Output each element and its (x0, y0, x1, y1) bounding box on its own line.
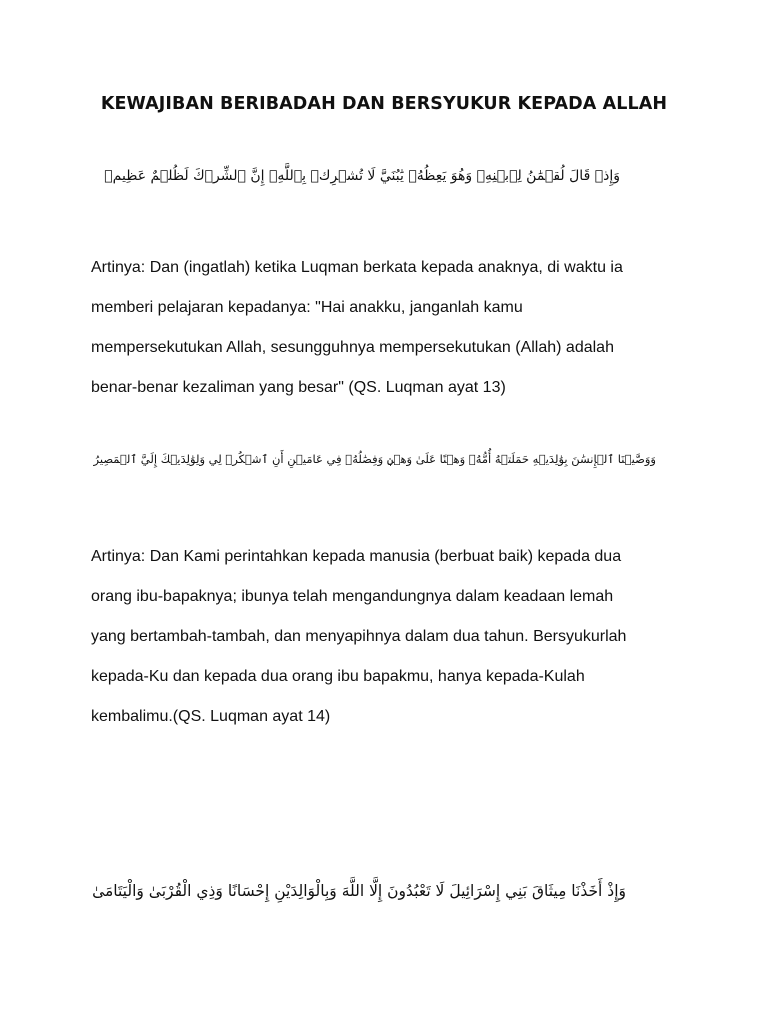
translation-line: kembalimu.(QS. Luqman ayat 14) (91, 708, 331, 725)
document-title: KEWAJIBAN BERIBADAH DAN BERSYUKUR KEPADA ALLAH (100, 94, 668, 114)
translation-luqman-14 (91, 547, 691, 747)
translation-line: mempersekutukan Allah, sesungguhnya mempersekutukan (Allah) adalah (91, 339, 614, 356)
translation-line: yang bertambah-tambah, dan menyapihnya dalam dua tahun. Bersyukurlah (91, 628, 627, 645)
translation-line: benar-benar kezaliman yang besar" (QS. Luqman ayat 13) (91, 379, 506, 396)
translation-line: memberi pelajaran kepadanya: "Hai anakku, janganlah kamu (91, 299, 523, 316)
translation-line: orang ibu-bapaknya; ibunya telah mengandungnya dalam keadaan lemah (91, 588, 614, 605)
arabic-verse-luqman-14: وَوَصَّيۡنَا ٱلۡإِنسَٰنَ بِوَٰلِدَيۡهِ حَمَلَتۡهُ أُمُّهُۥ وَهۡنًا عَلَىٰ وَهۡنٖ وَفِصَٰلُهُۥ فِي عَامَيۡنِ أَنِ ٱشۡكُرۡ لِي وَلِوَٰلِدَيۡكَ إِلَيَّ ٱلۡمَصِيرُ (93, 452, 656, 466)
translation-line: Artinya: Dan (ingatlah) ketika Luqman berkata kepada anaknya, di waktu ia (91, 259, 623, 276)
translation-line: kepada-Ku dan kepada dua orang ibu bapakmu, hanya kepada-Kulah (91, 668, 585, 685)
translation-line: Artinya: Dan Kami perintahkan kepada manusia (berbuat baik) kepada dua (91, 548, 622, 565)
translation-luqman-13 (91, 258, 691, 418)
arabic-verse-luqman-13: وَإِذۡ قَالَ لُقۡمَٰنُ لِٱبۡنِهِۦ وَهُوَ يَعِظُهُۥ يَٰبُنَيَّ لَا تُشۡرِكۡ بِٱللَّهِۖ إِنَّ ٱلشِّرۡكَ لَظُلۡمٌ عَظِيمٞ (104, 168, 620, 184)
arabic-verse-albaqarah-83: وَإِذْ أَخَذْنَا مِيثَاقَ بَنِي إِسْرَائِيلَ لَا تَعْبُدُونَ إِلَّا اللَّهَ وَبِالْوَالِدَيْنِ إِحْسَانًا وَذِي الْقُرْبَىٰ وَالْيَتَامَىٰ (92, 882, 626, 900)
